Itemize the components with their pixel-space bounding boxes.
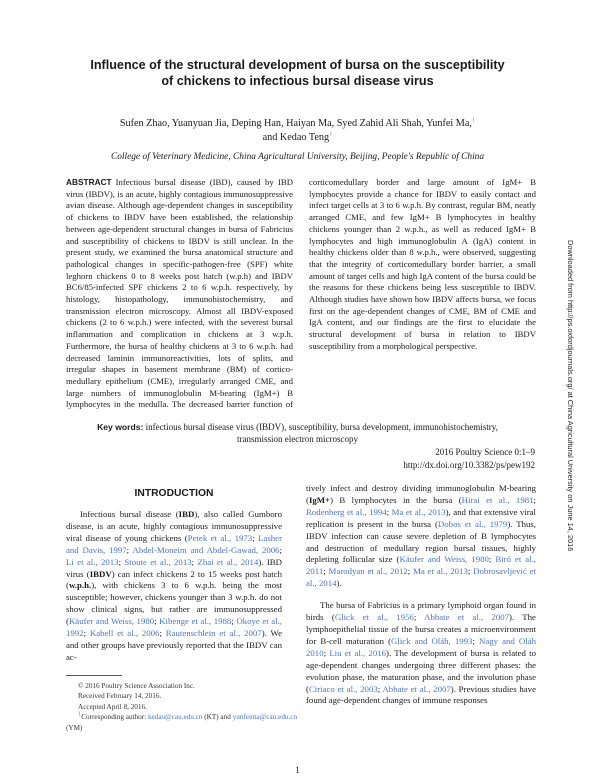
body-text: ; xyxy=(386,506,392,517)
citation-link[interactable]: Abdel-Moneim and Abdel-Gawad, 2006 xyxy=(132,544,280,555)
citation-link[interactable]: Glick and Oláh, 1993 xyxy=(391,635,473,646)
citation-link[interactable]: Okoye et al., 1992 xyxy=(66,616,282,639)
citation-link[interactable]: Hirai et al., 1981 xyxy=(461,494,534,505)
body-text: ; xyxy=(407,566,414,577)
citation-link[interactable]: Liu et al., 2016 xyxy=(329,647,387,658)
body-text: ) B lymphocytes in the bursa ( xyxy=(330,494,462,505)
citation-link[interactable]: Rodenberg et al., 1994 xyxy=(306,506,387,517)
abstract-label: ABSTRACT xyxy=(66,177,112,187)
citation-link[interactable]: Ma et al., 2013 xyxy=(391,506,446,517)
body-text: ), with chickens 3 to 6 w.p.h. being the most susceptible; however, chickens younger than 3 w.p.h. do not show clinical signs, but rather are immunosuppressed ( xyxy=(66,580,282,627)
bold-term: IBD xyxy=(178,509,195,519)
affiliation: College of Veterinary Medicine, China Agricultural University, Beijing, People's Republic of China xyxy=(110,152,485,162)
bold-term: w.p.h. xyxy=(68,580,92,591)
citation-link[interactable]: Zhai et al., 2014 xyxy=(197,556,259,567)
body-text: ; xyxy=(377,683,383,694)
bold-term: IBDV xyxy=(89,568,112,579)
intro-paragraph xyxy=(306,483,536,590)
intro-right-column xyxy=(306,483,536,707)
body-text: ; xyxy=(323,566,329,577)
citation-link[interactable]: Li et al., 2013 xyxy=(66,556,119,567)
download-side-note: Downloaded from http://ps.oxfordjournals.org/ at China Agricultural University on June 14, 2016 xyxy=(566,240,575,552)
citation-link[interactable]: Ma et al., 2013 xyxy=(413,566,468,577)
intro-paragraph xyxy=(306,600,536,707)
authors-line-1: Sufen Zhao, Yuanyuan Jia, Deping Han, Haiyan Ma, Syed Zahid Ali Shah, Yunfei Ma, xyxy=(119,118,472,129)
title-line-2: of chickens to infectious bursal disease virus xyxy=(161,74,434,88)
citation-link[interactable]: Kibenge et al., 1988 xyxy=(159,616,232,627)
body-text: ; xyxy=(83,628,90,639)
body-text: ; xyxy=(126,544,133,555)
citation-link[interactable]: Käufer and Weiss, 1980 xyxy=(399,554,489,565)
body-text: ; xyxy=(533,494,536,505)
citation-link[interactable]: Glick et al., 1956 xyxy=(334,612,414,623)
body-text: ; xyxy=(118,556,125,567)
abstract-text: Infectious bursal disease (IBD), caused by IBD virus (IBDV), is an acute, highly contagious immunosuppressive avian disease. Although age-dependent changes in susceptibility of chickens to IBDV have been established, the relationship between age-dependent structural changes in bursa of Fabricius and susceptibility of chickens to IBDV is still unclear. In the present study, we examined the bursa anatomical structure and pathological changes in specific-pathogen-free (SPF) white leghorn chickens 0 to 8 weeks post hatch (w.p.h) and IBDV BC6/85-infected SPF chickens 2 to 6 w.p.h. respectively, by histology, histopathology, immunohistochemistry, and transmission electron microscopy. Almost all IBDV-exposed chickens (2 to 6 w.p.h.) were infected, with the severest bursal inflammation and complication in chickens at 3 w.p.h. Furthermore, the bursa of healthy chickens at 3 to 6 w.p.h. had decreased laminin immunoreactivities, lots of splits, and irregular shapes in basement membrane (BM) of cortico-medullary epithelium (CME), irregularly arranged CME, and large numbers of immunoglobulin M-bearing (IgM+) B lymphocytes in the medulla. The decreased barrier function of corticomedullary border and large amount of IgM+ B lymphocytes provide a chance for IBDV to easily contact and infect target cells at 3 to 6 w.p.h. By contrast, regular BM, neatly arranged CME, and few IgM+ B lymphocytes in healthy chickens younger than 2 w.p.h., as well as reduced IgM+ B lymphocytes and high immunoglobulin A (IgA) content in healthy chickens older than 8 w.p.h., were observed, suggesting that the integrity of corticomedullary border barrier, a small amount of target cells and high IgA content of the bursa could be the reasons for these chickens being less susceptible to IBDV. Although studies have shown how IBDV affects bursa, we focus first on the age-dependent changes of CME, BM of CME and IgA content, and our findings are the first to elucidate the structural development of bursa in relation to IBDV susceptibility from a morphological perspective. xyxy=(66,177,536,410)
citation-link[interactable]: Dobos et al., 1979 xyxy=(437,518,508,529)
body-text: ; xyxy=(323,647,330,658)
footnote-mark: 1 xyxy=(78,710,82,718)
citation-link[interactable]: Biró et al., 2011 xyxy=(306,554,536,577)
body-text: ; xyxy=(488,554,496,565)
citation-link[interactable]: Marodyan et al., 2012 xyxy=(328,566,408,577)
body-text: ; xyxy=(154,616,160,627)
footnotes xyxy=(66,681,298,733)
journal-citation xyxy=(235,446,535,471)
accepted-note: Accepted April 8, 2016. xyxy=(78,702,147,711)
citation-link[interactable]: Abbate et al., 2007 xyxy=(382,683,451,694)
keywords xyxy=(60,421,535,445)
abstract xyxy=(66,177,536,417)
corresponding-note xyxy=(66,710,298,722)
corresponding-ym: (YM) xyxy=(66,723,83,732)
citation-link[interactable]: Petek et al., 1973 xyxy=(187,532,253,543)
corresponding-kt: (KT) and xyxy=(202,713,233,722)
body-text: ; xyxy=(467,566,474,577)
footnote-divider xyxy=(66,675,122,676)
citation-link[interactable]: Stoute et al., 2013 xyxy=(124,556,192,567)
body-text: Infectious bursal disease ( xyxy=(80,509,179,519)
doi-link[interactable]: http://dx.doi.org/10.3382/ps/pew192 xyxy=(403,459,535,470)
body-text: ) can infect chickens 2 to 15 weeks post hatch ( xyxy=(66,568,282,591)
keywords-line-1: infectious bursal disease virus (IBDV), susceptibility, bursa development, immunohistochemistry, xyxy=(145,422,498,432)
copyright-note: © 2016 Poultry Science Association Inc. xyxy=(78,682,195,690)
bold-term: IgM+ xyxy=(308,494,331,505)
body-text: ; xyxy=(231,616,237,627)
body-text: ). The lymphoepithelial tissue of the bursa creates a microenvironment for B-cell maturation ( xyxy=(306,612,536,646)
title-line-1: Influence of the structural development of bursa on the susceptibility xyxy=(90,58,505,72)
body-text: ; xyxy=(159,628,166,639)
body-text: The bursa of Fabricius is a primary lymphoid organ found in birds ( xyxy=(306,600,536,623)
body-text: ), also called Gumboro disease, is an acute, highly contagious immunosuppressive viral disease of young chickens ( xyxy=(66,509,282,543)
authors-line-2: and Kedao Teng xyxy=(262,132,330,143)
section-heading: INTRODUCTION xyxy=(134,488,214,499)
author-mark[interactable]: 1 xyxy=(329,130,333,138)
citation-link[interactable]: Nagy and Oláh 2010 xyxy=(306,635,536,658)
citation-link[interactable]: Käufer and Weiss, 1980 xyxy=(68,616,155,627)
body-text: ; xyxy=(279,544,282,555)
corresponding-prefix: Corresponding author: xyxy=(81,713,148,722)
citation-link[interactable]: Kabell et al., 2006 xyxy=(89,628,160,639)
citation-link[interactable]: Dobrosavljević et al., 2014 xyxy=(306,566,536,589)
email-link[interactable]: kedao@cau.edu.cn xyxy=(147,713,203,722)
citation-link[interactable]: Rautenschlein et al., 2007 xyxy=(165,628,262,639)
body-text: ). xyxy=(336,578,342,589)
keywords-line-2: transmission electron microscopy xyxy=(237,434,358,444)
body-text: ; xyxy=(191,556,198,567)
citation-link[interactable]: Lasher and Davis, 1997 xyxy=(66,532,282,555)
keywords-label: Key words: xyxy=(97,422,144,432)
body-text: tively infect and destroy dividing immunoglobulin M-bearing ( xyxy=(306,483,536,505)
email-link[interactable]: yunfeima@cau.edu.cn xyxy=(232,713,298,722)
citation-link[interactable]: Abbate et al., 2007 xyxy=(424,612,510,623)
body-text: ; xyxy=(413,612,425,623)
author-mark[interactable]: 1 xyxy=(471,116,476,124)
body-text: ; xyxy=(252,532,259,543)
body-text: ). Previous studies have found age-dependent changes of immune responses xyxy=(306,683,536,706)
corresponding-tail xyxy=(66,723,282,733)
body-text: ). We and other groups have previously reported that the IBDV can ac- xyxy=(66,628,282,662)
page-number: 1 xyxy=(295,765,300,775)
intro-left-column xyxy=(66,509,282,664)
received-note: Received February 14, 2016. xyxy=(78,692,162,701)
author-list xyxy=(60,117,535,145)
body-text: ), and that extensive viral replication is present in the bursa ( xyxy=(306,506,536,529)
paper-title xyxy=(50,57,545,89)
body-text: ). Thus, IBDV infection can cause severe depletion of B lymphocytes and destruction of medullary region bursal tissues, highly depleting follicular size ( xyxy=(306,518,537,565)
body-text: ). IBD virus ( xyxy=(66,556,282,579)
body-text: ; xyxy=(472,635,479,646)
citation-link[interactable]: Ciriaco et al., 2003 xyxy=(308,683,378,694)
body-text: ). The development of bursa is related to age-dependent changes undergoing three different phases: the evolution phase, the maturation phase, and the involution phase ( xyxy=(306,647,536,694)
journal-line: 2016 Poultry Science 0:1–9 xyxy=(435,447,535,457)
